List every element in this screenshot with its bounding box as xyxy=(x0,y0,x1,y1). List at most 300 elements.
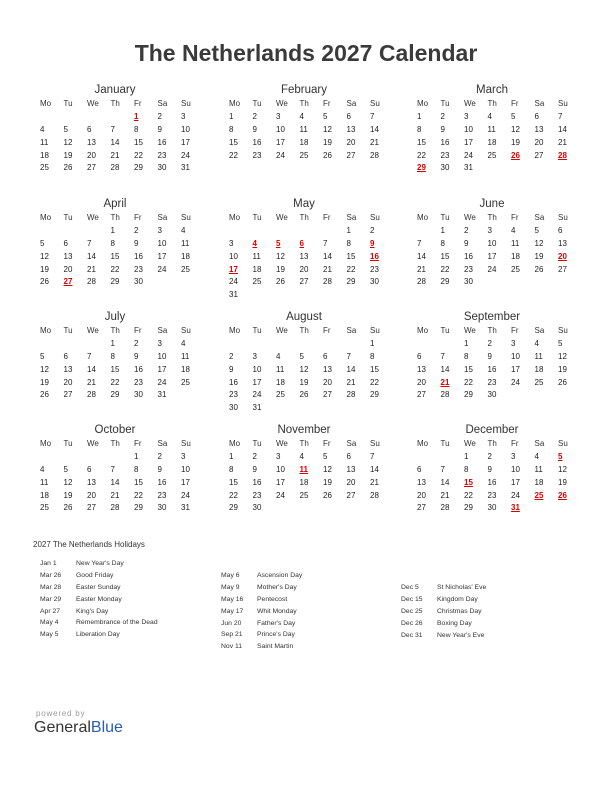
day: 25 xyxy=(299,490,309,500)
holiday-name: Saint Martin xyxy=(257,643,294,651)
holiday-name: Boxing Day xyxy=(437,619,472,627)
weekday-label: Th xyxy=(299,326,309,335)
holiday-date: Apr 27 xyxy=(40,607,61,615)
day: 7 xyxy=(370,451,375,461)
empty-cell xyxy=(439,338,463,351)
day: 18 xyxy=(299,137,309,147)
day: 2 xyxy=(464,225,469,235)
holiday-row xyxy=(221,618,302,630)
holiday-row xyxy=(40,606,158,618)
day: 19 xyxy=(40,377,49,387)
day: 6 xyxy=(534,111,539,121)
holiday-name: Prince's Day xyxy=(257,631,295,639)
day: 19 xyxy=(323,477,332,487)
day: 4 xyxy=(511,225,516,235)
day: 16 xyxy=(134,251,143,261)
day: 23 xyxy=(252,150,262,160)
holiday-date: Dec 15 xyxy=(401,595,423,603)
holiday-date: Dec 31 xyxy=(401,631,423,639)
weekday-label: Sa xyxy=(157,439,168,448)
holiday-day: 6 xyxy=(299,238,304,248)
day: 16 xyxy=(440,137,450,147)
month-name: July xyxy=(104,311,126,323)
day: 20 xyxy=(63,377,73,387)
weekday-label: Fr xyxy=(323,326,331,335)
holiday-name: Father's Day xyxy=(257,619,296,627)
weekday-label: Fr xyxy=(511,213,519,222)
day: 14 xyxy=(110,137,120,147)
day: 12 xyxy=(63,137,73,147)
day: 24 xyxy=(511,377,520,387)
day: 16 xyxy=(487,364,497,374)
day: 28 xyxy=(87,390,96,400)
day: 4 xyxy=(487,111,492,121)
day: 6 xyxy=(346,451,351,461)
day: 4 xyxy=(534,338,539,348)
day: 20 xyxy=(417,490,426,500)
day: 12 xyxy=(299,364,309,374)
day: 25 xyxy=(181,264,190,274)
day: 17 xyxy=(511,364,520,374)
day: 18 xyxy=(276,377,285,387)
day: 7 xyxy=(440,464,445,474)
empty-cell xyxy=(227,338,251,351)
day: 31 xyxy=(252,403,262,413)
day: 3 xyxy=(276,451,281,461)
day: 9 xyxy=(252,464,257,474)
holiday-row xyxy=(401,606,486,618)
day: 10 xyxy=(157,351,167,361)
day: 14 xyxy=(417,251,426,261)
day: 15 xyxy=(110,251,120,261)
day: 19 xyxy=(558,364,567,374)
day: 16 xyxy=(487,477,497,487)
day: 26 xyxy=(299,390,309,400)
day: 29 xyxy=(440,277,450,287)
day: 26 xyxy=(276,277,285,287)
day: 2 xyxy=(134,225,139,235)
day: 2 xyxy=(157,111,162,121)
holiday-row xyxy=(401,618,486,630)
empty-cell xyxy=(251,225,275,238)
day: 21 xyxy=(87,377,96,387)
day: 30 xyxy=(370,277,379,287)
day: 3 xyxy=(229,238,234,248)
month-days-grid xyxy=(227,438,387,515)
day: 3 xyxy=(487,225,492,235)
day: 19 xyxy=(63,490,73,500)
day: 23 xyxy=(134,377,143,387)
day: 11 xyxy=(299,124,308,134)
weekday-label: Mo xyxy=(417,439,429,448)
weekday-label: Su xyxy=(181,213,191,222)
holiday-row xyxy=(40,582,158,594)
month-days-grid xyxy=(227,212,387,302)
day: 28 xyxy=(87,277,96,287)
month-name: September xyxy=(463,311,521,323)
day: 13 xyxy=(87,477,96,487)
day: 16 xyxy=(252,137,262,147)
day: 12 xyxy=(323,464,332,474)
day: 11 xyxy=(40,477,49,487)
empty-cell xyxy=(85,338,109,351)
day: 6 xyxy=(63,351,68,361)
weekday-label: We xyxy=(276,213,288,222)
day: 12 xyxy=(558,464,567,474)
day: 18 xyxy=(181,364,190,374)
day: 21 xyxy=(346,377,356,387)
day: 10 xyxy=(464,124,473,134)
holiday-day: 21 xyxy=(440,377,450,387)
holiday-name: New Year's Day xyxy=(76,560,124,567)
holiday-day: 17 xyxy=(229,264,238,274)
holiday-name: King's Day xyxy=(76,607,109,615)
weekday-label: Sa xyxy=(157,99,168,108)
month-name: February xyxy=(280,84,328,96)
day: 28 xyxy=(110,503,120,513)
day: 25 xyxy=(276,390,285,400)
weekday-label: Tu xyxy=(252,213,262,222)
day: 5 xyxy=(511,111,516,121)
day: 1 xyxy=(346,225,351,235)
holiday-date: May 4 xyxy=(40,619,59,627)
day: 16 xyxy=(157,477,167,487)
day: 2 xyxy=(252,451,257,461)
day: 21 xyxy=(558,137,567,147)
day: 4 xyxy=(181,225,186,235)
day: 10 xyxy=(181,464,190,474)
holiday-day: 26 xyxy=(558,490,567,500)
day: 27 xyxy=(63,390,73,400)
holiday-day: 16 xyxy=(370,251,379,261)
month-name: November xyxy=(277,424,331,436)
day: 1 xyxy=(417,111,422,121)
day: 26 xyxy=(63,503,73,513)
day: 29 xyxy=(110,390,120,400)
weekday-label: We xyxy=(87,99,99,108)
weekday-label: Mo xyxy=(417,99,429,108)
day: 17 xyxy=(181,137,190,147)
day: 24 xyxy=(157,377,167,387)
day: 11 xyxy=(534,351,543,361)
day: 3 xyxy=(181,451,186,461)
day: 20 xyxy=(63,264,73,274)
day: 13 xyxy=(346,124,356,134)
empty-cell xyxy=(62,451,86,464)
empty-cell xyxy=(38,451,62,464)
day: 24 xyxy=(157,264,167,274)
empty-cell xyxy=(85,225,109,238)
holiday-day: 15 xyxy=(464,477,473,487)
day: 5 xyxy=(63,464,68,474)
weekday-label: Th xyxy=(487,439,497,448)
day: 7 xyxy=(87,351,92,361)
day: 25 xyxy=(181,377,190,387)
day: 16 xyxy=(229,377,238,387)
day: 14 xyxy=(87,251,96,261)
day: 14 xyxy=(370,124,379,134)
empty-cell xyxy=(274,225,298,238)
month-name: December xyxy=(465,424,519,436)
day: 2 xyxy=(252,111,257,121)
day: 18 xyxy=(534,477,544,487)
day: 30 xyxy=(134,390,143,400)
day: 8 xyxy=(110,238,115,248)
day: 8 xyxy=(464,351,469,361)
day: 3 xyxy=(252,351,257,361)
weekday-label: Su xyxy=(558,213,568,222)
holiday-row xyxy=(221,629,302,641)
day: 11 xyxy=(511,238,520,248)
day: 22 xyxy=(229,150,238,160)
holiday-day: 31 xyxy=(511,503,520,513)
weekday-label: Su xyxy=(558,326,568,335)
day: 31 xyxy=(464,163,473,173)
holiday-date: Jun 20 xyxy=(221,619,242,627)
day: 13 xyxy=(87,137,96,147)
weekday-label: Mo xyxy=(40,326,52,335)
day: 5 xyxy=(299,351,304,361)
weekday-label: Th xyxy=(299,213,309,222)
day: 27 xyxy=(323,390,332,400)
day: 3 xyxy=(157,225,162,235)
weekday-label: Fr xyxy=(323,439,331,448)
day: 16 xyxy=(157,137,167,147)
weekday-label: Tu xyxy=(440,326,450,335)
weekday-label: Mo xyxy=(229,439,241,448)
day: 12 xyxy=(276,251,285,261)
day: 25 xyxy=(299,150,309,160)
day: 19 xyxy=(63,150,73,160)
day: 24 xyxy=(276,150,285,160)
day: 30 xyxy=(157,503,167,513)
day: 15 xyxy=(346,251,356,261)
day: 31 xyxy=(181,163,190,173)
day: 18 xyxy=(534,364,544,374)
empty-cell xyxy=(62,111,86,124)
day: 4 xyxy=(299,451,304,461)
day: 7 xyxy=(87,238,92,248)
day: 9 xyxy=(487,464,492,474)
day: 28 xyxy=(440,503,450,513)
day: 14 xyxy=(110,477,120,487)
holiday-day: 20 xyxy=(558,251,567,261)
day: 28 xyxy=(370,490,379,500)
day: 8 xyxy=(346,238,351,248)
holiday-day: 29 xyxy=(417,163,426,173)
month-december xyxy=(415,422,575,515)
day: 25 xyxy=(534,377,544,387)
day: 27 xyxy=(299,277,309,287)
weekday-label: Su xyxy=(370,213,380,222)
day: 23 xyxy=(157,150,167,160)
weekday-label: Th xyxy=(110,326,120,335)
day: 1 xyxy=(440,225,445,235)
weekday-label: We xyxy=(464,213,476,222)
day: 17 xyxy=(487,251,497,261)
day: 14 xyxy=(558,124,567,134)
holiday-date: May 16 xyxy=(221,595,244,603)
day: 1 xyxy=(110,338,115,348)
weekday-label: Mo xyxy=(40,213,52,222)
day: 24 xyxy=(181,490,190,500)
day: 18 xyxy=(181,251,190,261)
empty-cell xyxy=(38,111,62,124)
empty-cell xyxy=(439,451,463,464)
day: 11 xyxy=(276,364,285,374)
day: 1 xyxy=(370,338,375,348)
day: 29 xyxy=(110,277,120,287)
weekday-label: Th xyxy=(299,439,309,448)
day: 20 xyxy=(87,150,96,160)
day: 23 xyxy=(487,377,497,387)
day: 14 xyxy=(440,364,450,374)
day: 22 xyxy=(134,490,143,500)
day: 12 xyxy=(40,251,49,261)
day: 17 xyxy=(181,477,190,487)
month-days-grid xyxy=(415,325,575,402)
day: 14 xyxy=(440,477,450,487)
weekday-label: Th xyxy=(487,99,497,108)
weekday-label: Tu xyxy=(252,99,262,108)
empty-cell xyxy=(85,451,109,464)
weekday-label: Mo xyxy=(417,326,429,335)
holiday-day: 28 xyxy=(558,150,567,160)
day: 14 xyxy=(87,364,96,374)
brand-blue: Blue xyxy=(90,719,123,736)
weekday-label: Fr xyxy=(323,213,331,222)
day: 31 xyxy=(229,290,238,300)
weekday-label: Sa xyxy=(534,439,545,448)
weekday-label: Mo xyxy=(229,326,241,335)
day: 26 xyxy=(40,277,49,287)
day: 5 xyxy=(323,451,328,461)
month-april xyxy=(38,196,198,289)
day: 26 xyxy=(558,377,567,387)
weekday-label: Sa xyxy=(346,326,357,335)
holiday-row xyxy=(401,630,486,642)
day: 28 xyxy=(323,277,332,287)
weekday-label: Sa xyxy=(157,326,168,335)
weekday-label: Mo xyxy=(417,213,429,222)
day: 22 xyxy=(464,377,473,387)
day: 18 xyxy=(40,150,49,160)
day: 27 xyxy=(87,163,96,173)
day: 24 xyxy=(464,150,473,160)
day: 12 xyxy=(511,124,520,134)
day: 22 xyxy=(464,490,473,500)
month-july xyxy=(38,309,198,402)
brand-general: General xyxy=(34,719,91,736)
day: 31 xyxy=(181,503,190,513)
month-name: March xyxy=(476,84,508,96)
day: 22 xyxy=(440,264,450,274)
weekday-label: Su xyxy=(370,326,380,335)
empty-cell xyxy=(38,338,62,351)
day: 7 xyxy=(110,464,115,474)
holiday-row xyxy=(221,594,302,606)
day: 3 xyxy=(511,451,516,461)
empty-cell xyxy=(415,338,439,351)
day: 20 xyxy=(346,137,356,147)
day: 5 xyxy=(63,124,68,134)
weekday-label: Mo xyxy=(229,99,241,108)
day: 3 xyxy=(276,111,281,121)
weekday-label: Sa xyxy=(534,213,545,222)
holiday-row xyxy=(221,582,302,594)
weekday-label: Sa xyxy=(346,99,357,108)
day: 9 xyxy=(134,351,139,361)
day: 7 xyxy=(323,238,328,248)
weekday-label: We xyxy=(276,439,288,448)
weekday-label: Su xyxy=(181,99,191,108)
weekday-label: Th xyxy=(299,99,309,108)
day: 10 xyxy=(276,464,285,474)
day: 11 xyxy=(534,464,543,474)
day: 5 xyxy=(40,351,45,361)
day: 10 xyxy=(252,364,262,374)
day: 9 xyxy=(464,238,469,248)
weekday-label: Fr xyxy=(511,439,519,448)
weekday-label: Su xyxy=(558,99,568,108)
day: 29 xyxy=(134,503,143,513)
day: 1 xyxy=(229,111,234,121)
holiday-name: Kingdom Day xyxy=(437,595,478,603)
holiday-date: Mar 28 xyxy=(40,583,62,591)
day: 3 xyxy=(157,338,162,348)
day: 27 xyxy=(346,150,356,160)
day: 22 xyxy=(346,264,356,274)
holiday-name: Pentecost xyxy=(257,595,288,603)
holiday-column xyxy=(401,582,486,641)
day: 23 xyxy=(487,490,497,500)
holiday-name: Whit Monday xyxy=(257,607,297,615)
day: 9 xyxy=(252,124,257,134)
weekday-label: Mo xyxy=(40,439,52,448)
day: 6 xyxy=(417,464,422,474)
weekday-label: Tu xyxy=(440,213,450,222)
day: 28 xyxy=(417,277,426,287)
day: 6 xyxy=(323,351,328,361)
day: 13 xyxy=(534,124,544,134)
weekday-label: We xyxy=(464,326,476,335)
empty-cell xyxy=(62,338,86,351)
day: 8 xyxy=(134,464,139,474)
day: 17 xyxy=(157,251,167,261)
holiday-day: 27 xyxy=(63,277,73,287)
day: 16 xyxy=(134,364,143,374)
day: 21 xyxy=(417,264,426,274)
day: 3 xyxy=(464,111,469,121)
day: 1 xyxy=(464,338,469,348)
day: 28 xyxy=(346,390,356,400)
empty-cell xyxy=(109,111,133,124)
day: 6 xyxy=(558,225,563,235)
holiday-name: Remembrance of the Dead xyxy=(76,619,158,627)
empty-cell xyxy=(62,225,86,238)
holiday-row xyxy=(221,606,302,618)
day: 17 xyxy=(276,137,285,147)
holiday-name: Ascension Day xyxy=(257,572,303,579)
day: 10 xyxy=(229,251,238,261)
day: 2 xyxy=(487,338,492,348)
day: 15 xyxy=(464,364,473,374)
weekday-label: Tu xyxy=(63,99,73,108)
day: 22 xyxy=(370,377,379,387)
holiday-name: St Nicholas' Eve xyxy=(437,584,487,591)
day: 15 xyxy=(229,137,238,147)
day: 10 xyxy=(511,464,520,474)
